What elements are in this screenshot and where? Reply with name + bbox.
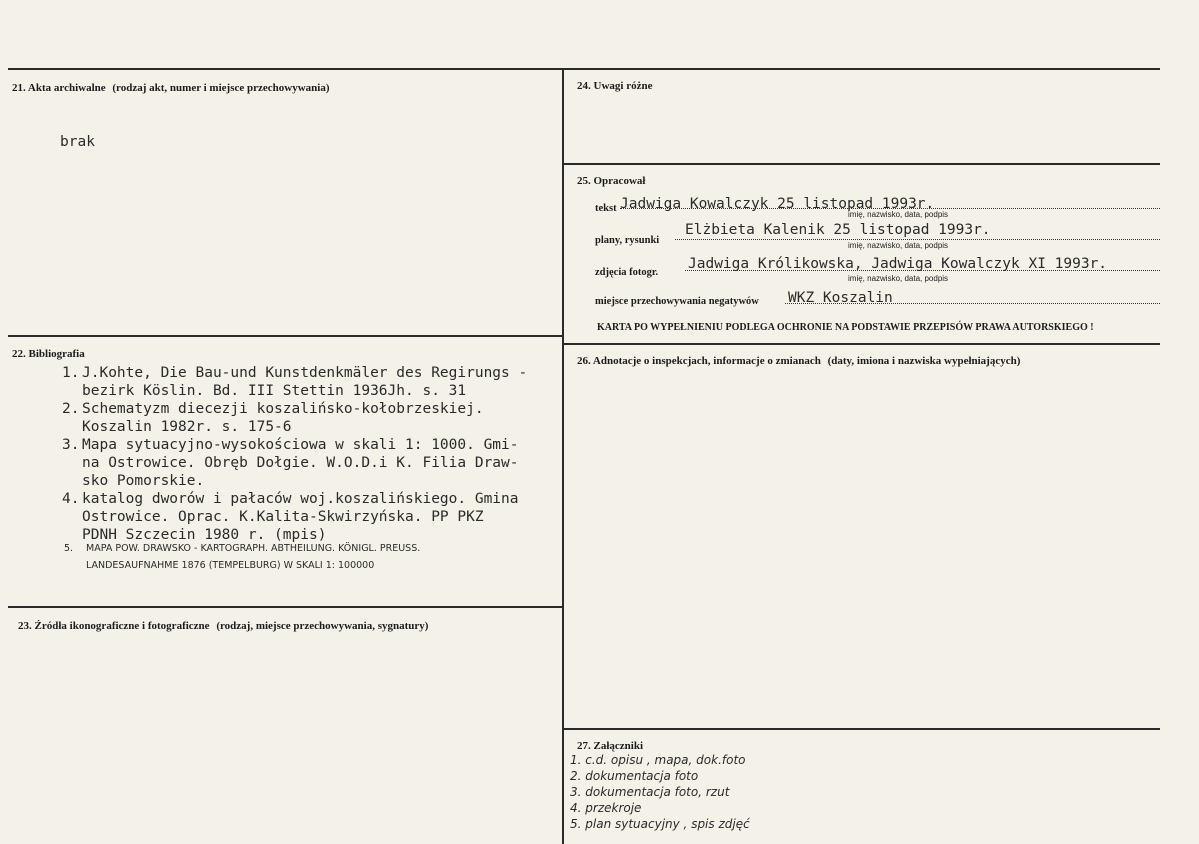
photos-author-label: zdjęcia fotogr. [595,267,659,278]
attachment-item: 5. plan sytuacyjny , spis zdjęć [570,817,750,831]
attachment-item: 3. dokumentacja foto, rzut [570,785,730,799]
section-26-number: 26. [577,355,591,367]
section-27-header [577,740,643,752]
bibliography-item-handwritten: 5. MAPA POW. DRAWSKO - KARTOGRAPH. ABTHEILUNG. KÖNIGL. PREUSS. LANDESAUFNAHME 1876 (TEMPELBURG) W SKALI 1: 100000 [64,543,421,571]
section-27-number: 27. [577,740,591,752]
top-rule [8,68,1160,70]
archival-records-value: brak [60,134,95,150]
section-22-number: 22. [12,348,26,360]
bibliography-item: 4. katalog dworów i pałaców woj.koszalińskiego. Gmina Ostrowice. Oprac. K.Kalita-Skwirzyńska. PP PKZ PDNH Szczecin 1980 r. (mpis) [62,491,519,543]
plans-author-label: plany, rysunki [595,235,660,246]
rule-25-26 [563,343,1160,345]
section-24-number: 24. [577,80,591,92]
section-26-subtitle: (daty, imiona i nazwiska wypełniających) [827,355,1021,367]
rule-26-27 [563,728,1160,730]
section-22-header [12,348,85,360]
attachment-item: 2. dokumentacja foto [570,769,699,783]
section-26-header [577,355,1020,367]
bibliography-item: 2. Schematyzm diecezji koszalińsko-kołobrzeskiej. Koszalin 1982r. s. 175-6 [62,401,484,435]
attachments-list [570,752,750,832]
plans-author-value: Elżbieta Kalenik 25 listopad 1993r. [685,222,991,238]
section-24-header [577,80,652,92]
section-25-header [577,175,645,187]
plans-author-line [675,239,1160,240]
section-27-title: Załączniki [593,740,644,752]
negatives-location-label: miejsce przechowywania negatywów [595,296,759,307]
section-22-title: Bibliografia [28,348,85,360]
section-21-number: 21. [12,82,26,94]
text-author-label: tekst [595,203,617,214]
section-25-number: 25. [577,175,591,187]
bibliography-item: 1. J.Kohte, Die Bau-und Kunstdenkmäler des Regirungs - bezirk Köslin. Bd. III Stettin 1936Jh. s. 31 [62,365,528,399]
rule-22-23 [8,606,563,608]
text-author-hint: imię, nazwisko, data, podpis [848,210,949,219]
section-21-title: Akta archiwalne [27,82,106,94]
attachment-item: 4. przekroje [570,801,642,815]
section-23-subtitle: (rodzaj, miejsce przechowywania, sygnatury) [216,620,429,632]
section-26-title: Adnotacje o inspekcjach, informacje o zmianach [592,355,821,367]
section-23-title: Źródła ikonograficzne i fotograficzne [34,620,210,632]
attachment-item: 1. c.d. opisu , mapa, dok.foto [570,753,746,767]
bibliography-list [62,364,527,544]
section-24-title: Uwagi różne [593,80,653,92]
section-25-title: Opracował [593,175,646,187]
photos-author-hint: imię, nazwisko, data, podpis [848,274,949,283]
section-21-header [12,82,330,94]
bibliography-item: 3. Mapa sytuacyjno-wysokościowa w skali 1: 1000. Gmi- na Ostrowice. Obręb Dołgie. W.O.D.i K. Filia Draw- sko Pomorskie. [62,437,519,489]
plans-author-hint: imię, nazwisko, data, podpis [848,241,949,250]
photos-author-value: Jadwiga Królikowska, Jadwiga Kowalczyk XI 1993r. [688,256,1108,272]
section-23-number: 23. [18,620,32,632]
section-21-subtitle: (rodzaj akt, numer i miejsce przechowywania) [112,82,330,94]
copyright-notice: KARTA PO WYPEŁNIENIU PODLEGA OCHRONIE NA PODSTAWIE PRZEPISÓW PRAWA AUTORSKIEGO ! [597,322,1094,333]
negatives-location-value: WKZ Koszalin [788,290,893,306]
text-author-value: Jadwiga Kowalczyk 25 listopad 1993r. [620,196,935,212]
section-23-header [18,620,428,632]
rule-21-22 [8,335,563,337]
rule-24-25 [563,163,1160,165]
